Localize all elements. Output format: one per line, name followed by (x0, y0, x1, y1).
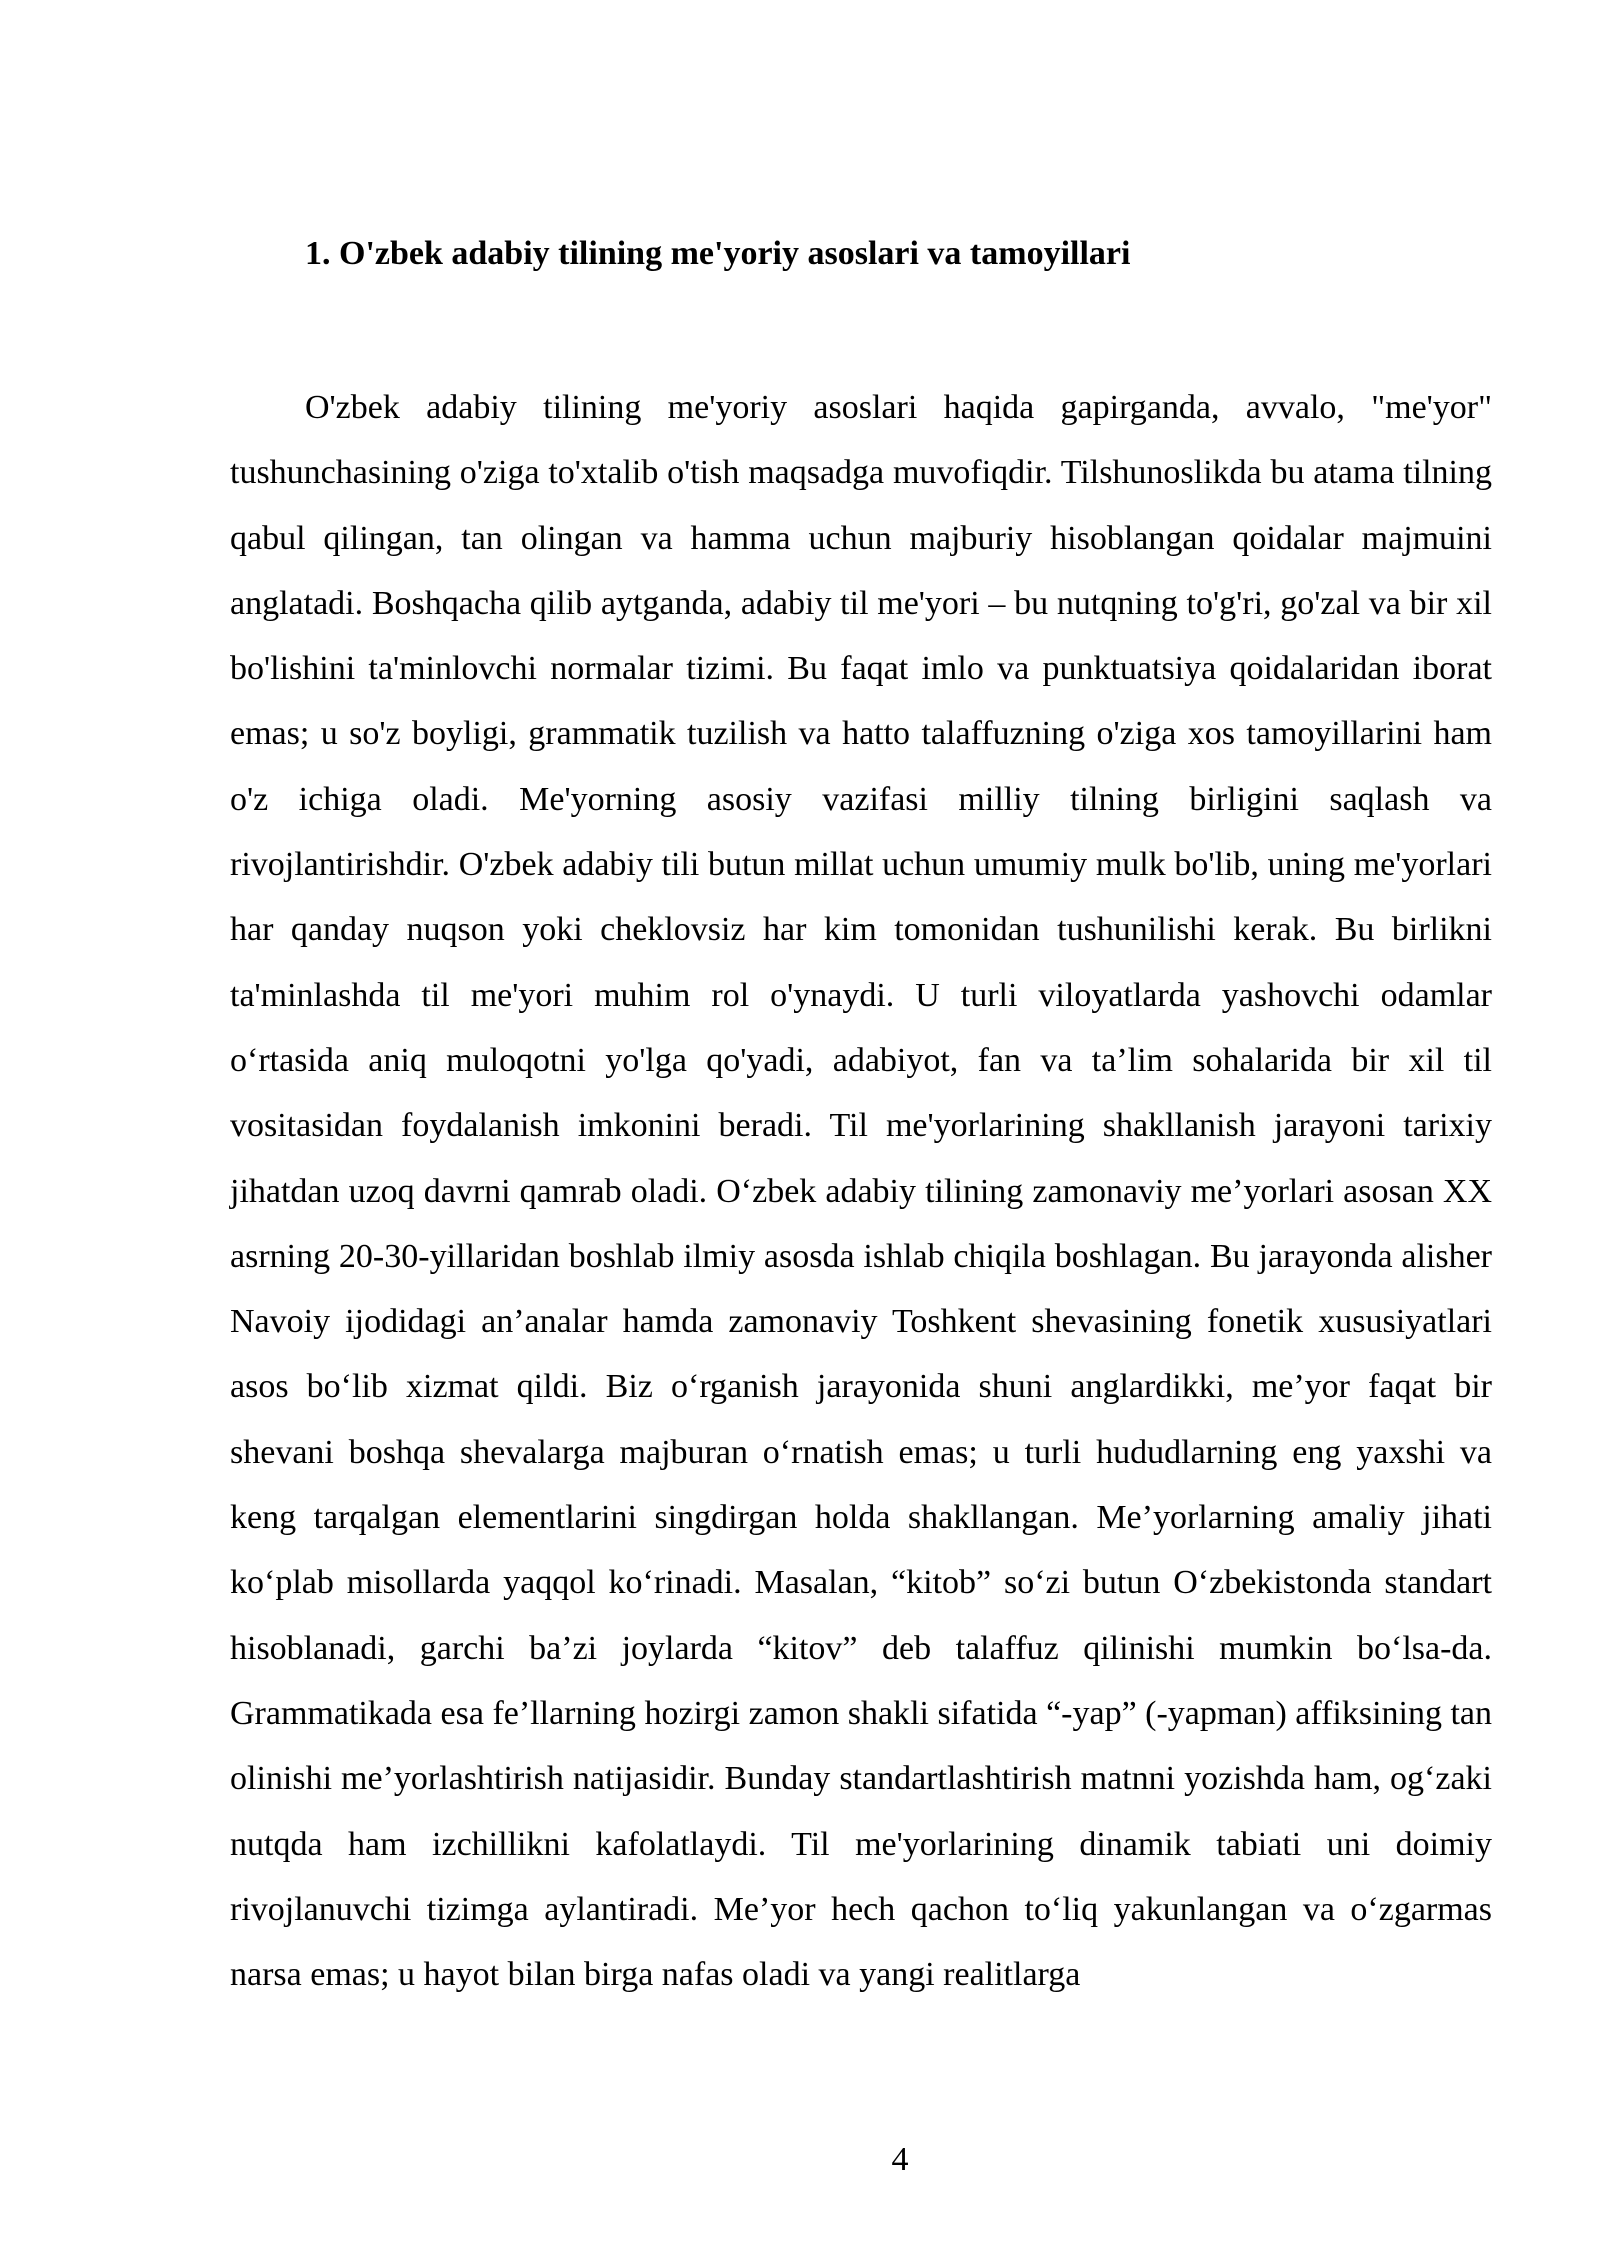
page-number: 4 (891, 2141, 909, 2178)
section-heading: 1. O'zbek adabiy tilining me'yoriy asoslari va tamoyillari (305, 235, 1131, 272)
body-paragraph: O'zbek adabiy tilining me'yoriy asoslari haqida gapirganda, avvalo, "me'yor" tushunchasining o'ziga to'xtalib o'tish maqsadga muvofiqdir. Tilshunoslikda bu atama tilning qabul qilingan, tan olingan va hamma uchun majburiy hisoblangan qoidalar majmuini anglatadi. Boshqacha qilib aytganda, adabiy til me'yori – bu nutqning to'g'ri, go'zal va bir xil bo'lishini ta'minlovchi normalar tizimi. Bu faqat imlo va punktuatsiya qoidalaridan iborat emas; u so'z boyligi, grammatik tuzilish va hatto talaffuzning o'ziga xos tamoyillarini ham o'z ichiga oladi. Me'yorning asosiy vazifasi milliy tilning birligini saqlash va rivojlantirishdir. O'zbek adabiy tili butun millat uchun umumiy mulk bo'lib, uning me'yorlari har qanday nuqson yoki cheklovsiz har kim tomonidan tushunilishi kerak. Bu birlikni ta'minlashda til me'yori muhim rol o'ynaydi. U turli viloyatlarda yashovchi odamlar o‘rtasida aniq muloqotni yo'lga qo'yadi, adabiyot, fan va ta’lim sohalarida bir xil til vositasidan foydalanish imkonini beradi. Til me'yorlarining shakllanish jarayoni tarixiy jihatdan uzoq davrni qamrab oladi. O‘zbek adabiy tilining zamonaviy me’yorlari asosan XX asrning 20-30-yillaridan boshlab ilmiy asosda ishlab chiqila boshlagan. Bu jarayonda alisher Navoiy ijodidagi an’analar hamda zamonaviy Toshkent shevasining fonetik xususiyatlari asos bo‘lib xizmat qildi. Biz o‘rganish jarayonida shuni anglardikki, me’yor faqat bir shevani boshqa shevalarga majburan o‘rnatish emas; u turli hududlarning eng yaxshi va keng tarqalgan elementlarini singdirgan holda shakllangan. Me’yorlarning amaliy jihati ko‘plab misollarda yaqqol ko‘rinadi. Masalan, “kitob” so‘zi butun O‘zbekistonda standart hisoblanadi, garchi ba’zi joylarda “kitov” deb talaffuz qilinishi mumkin bo‘lsa-da. Grammatikada esa fe’llarning hozirgi zamon shakli sifatida “-yap” (-yapman) affiksining tan olinishi me’yorlashtirish natijasidir. Bunday standartlashtirish matnni yozishda ham, og‘zaki nutqda ham izchillikni kafolatlaydi. Til me'yorlarining dinamik tabiati uni doimiy rivojlanuvchi tizimga aylantiradi. Me’yor hech qachon to‘liq yakunlangan va o‘zgarmas narsa emas; u hayot bilan birga nafas oladi va yangi realitlarga (230, 389, 1492, 1994)
